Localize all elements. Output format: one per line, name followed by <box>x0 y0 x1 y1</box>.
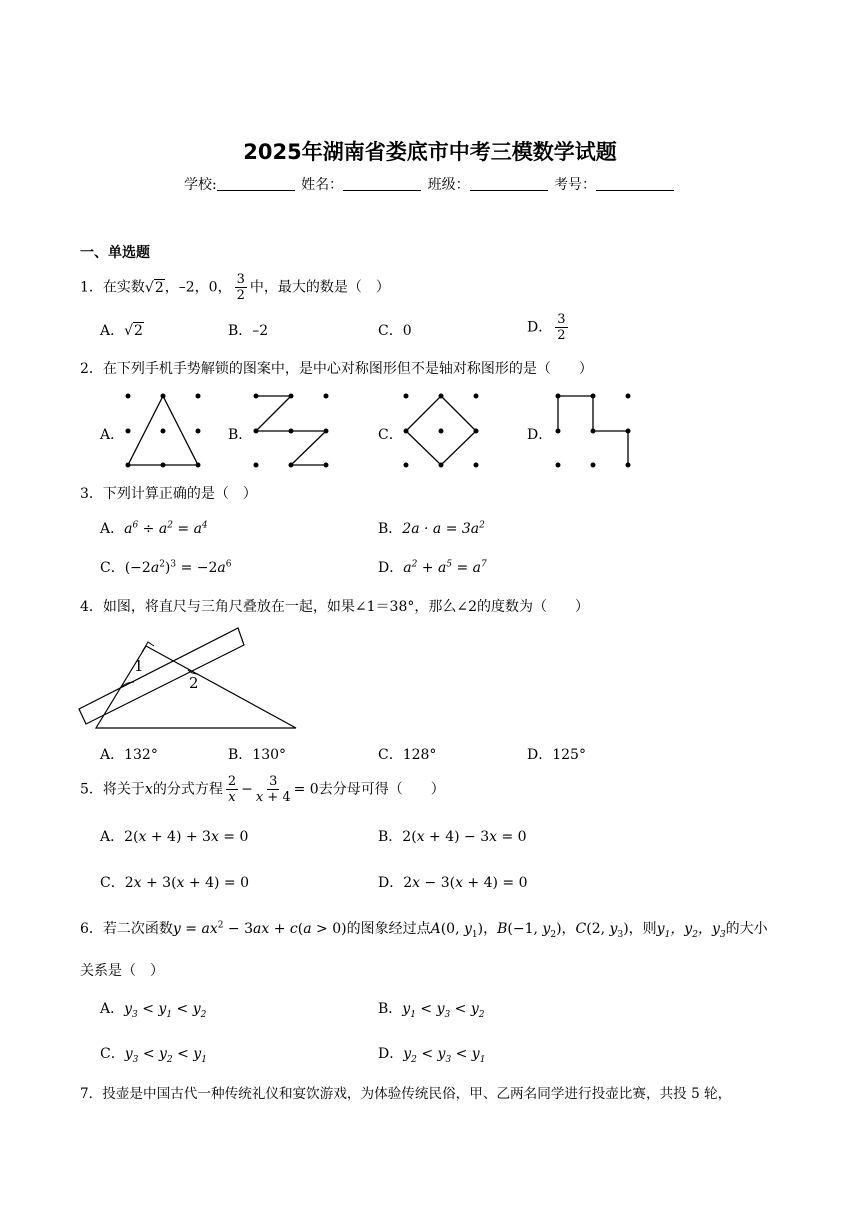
q3-opt-d-label: D． <box>378 560 404 576</box>
q6-points: A(0, $y_1$)，B(−1, $y_2$)，C(2, $y_3$) <box>430 921 629 940</box>
q6-opt-a-expr: $y_3 < y_1 < y_2$ <box>124 1001 207 1020</box>
q6-function: $y = ax^2 - 3ax + c(a > 0)$ <box>172 920 347 937</box>
q1-opt-d-den: 2 <box>557 328 566 343</box>
q4-option-b[interactable]: B．130° <box>228 747 287 763</box>
q1-text-c: 中，最大的数是（ ） <box>249 279 390 296</box>
q5-opt-a-expr: 2(x + 4) + 3x = 0 <box>124 829 249 845</box>
question-5-stem: 5．将关于x的分式方程 $\frac{2}{x}$ − $\frac{3}{x + 4}$ = 0去分母可得（ ） <box>80 774 445 805</box>
q5-text-c: 去分母可得（ ） <box>318 781 445 798</box>
q6-opt-c-expr: $y_3 < y_2 < y_1$ <box>124 1046 207 1065</box>
q1-sqrt-arg: 2 <box>154 279 164 296</box>
q6-option-c[interactable] <box>100 1043 207 1065</box>
question-4-stem: 4．如图，将直尺与三角尺叠放在一起，如果∠1＝38°，那么∠2的度数为（ ） <box>80 599 589 615</box>
q6-option-d[interactable] <box>378 1043 485 1065</box>
question-6-stem <box>80 918 768 940</box>
q5-opt-d-label: D． <box>378 875 404 891</box>
q6-opt-b-expr: $y_1 < y_3 < y_2$ <box>402 1001 485 1020</box>
q4-option-c[interactable]: C．128° <box>378 747 437 763</box>
q2-option-a[interactable]: A． <box>100 427 125 443</box>
q2-option-d[interactable]: D． <box>527 427 553 443</box>
q3-option-b[interactable] <box>378 518 485 538</box>
q6-text-d: 的大小 <box>725 921 768 937</box>
q5-text-a: 5．将关于 <box>80 781 145 798</box>
q1-fraction <box>235 272 247 303</box>
q3-opt-b-expr: $2a \cdot a = 3a^2$ <box>402 520 485 537</box>
q2-pattern-b-figure <box>248 390 338 470</box>
q4-angle-2-label: 2 <box>189 674 199 692</box>
q3-opt-c-expr: $(-2a^2)^3 = -2a^6$ <box>124 559 232 576</box>
exam-number-label: 考号： <box>554 177 597 193</box>
q3-opt-a-expr: $a^6 \div a^2 = a^4$ <box>124 520 208 537</box>
q4-option-d[interactable]: D．125° <box>527 747 586 763</box>
name-label: 姓名： <box>301 177 344 193</box>
q6-option-b[interactable] <box>378 998 485 1020</box>
q5-var: x <box>144 781 153 798</box>
q5-option-b[interactable] <box>378 826 527 846</box>
q3-opt-d-expr: $a^2 + a^5 = a^7$ <box>403 559 487 576</box>
q2-option-c[interactable]: C． <box>378 427 403 443</box>
q5-opt-b-expr: 2(x + 4) − 3x = 0 <box>402 829 527 845</box>
q1-sqrt: √2 <box>144 279 164 296</box>
q6-opt-c-label: C． <box>100 1046 125 1062</box>
q5-frac-1: $\frac{2}{x}$ <box>227 774 237 805</box>
q1-opt-d-fraction <box>555 312 567 343</box>
q1-opt-a-sqrt: √2 <box>124 323 143 339</box>
q1-option-c[interactable]: C．0 <box>378 323 412 339</box>
q1-opt-a-label: A． <box>100 323 125 339</box>
q1-text-a: 在实数 <box>102 279 145 296</box>
q2-option-b[interactable]: B． <box>228 427 253 443</box>
q1-frac-den: 2 <box>236 288 245 303</box>
q5-opt-b-label: B． <box>378 829 403 845</box>
q1-option-b[interactable]: B．–2 <box>228 323 269 339</box>
q6-opt-b-label: B． <box>378 1001 403 1017</box>
q3-opt-b-label: B． <box>378 521 403 537</box>
q5-text-b: 的分式方程 <box>152 781 223 798</box>
q3-opt-c-label: C． <box>100 560 125 576</box>
exam-number-blank <box>596 176 674 191</box>
class-blank <box>470 176 548 191</box>
page-title: 2025年湖南省娄底市中考三模数学试题 <box>243 140 617 164</box>
q1-text-b: ，–2，0， <box>164 279 232 296</box>
class-label: 班级： <box>427 177 470 193</box>
q5-option-a[interactable] <box>100 826 248 846</box>
school-label: 学校: <box>183 177 217 193</box>
q1-frac-num: 3 <box>236 272 245 287</box>
question-1-stem <box>80 272 390 303</box>
q3-opt-a-label: A． <box>100 521 125 537</box>
question-7-stem: 7．投壶是中国古代一种传统礼仪和宴饮游戏，为体验传统民俗，甲、乙两名同学进行投壶比赛，共投 5 轮， <box>80 1086 732 1102</box>
q6-text-a: 6．若二次函数 <box>80 921 173 937</box>
q5-option-d[interactable] <box>378 872 528 892</box>
q5-opt-c-label: C． <box>100 875 125 891</box>
name-blank <box>343 176 421 191</box>
q1-opt-d-num: 3 <box>557 312 566 327</box>
q6-text-b: 的图象经过点 <box>346 921 431 937</box>
q1-option-d[interactable] <box>527 312 571 343</box>
q4-ruler-triangle-figure <box>76 624 306 734</box>
q5-opt-a-label: A． <box>100 829 125 845</box>
q2-pattern-c-figure <box>398 390 488 470</box>
q1-opt-d-label: D． <box>527 319 553 336</box>
question-3-stem: 3．下列计算正确的是（ ） <box>80 486 257 502</box>
q5-opt-d-expr: 2x − 3(x + 4) = 0 <box>403 875 528 891</box>
q2-pattern-d-figure <box>550 390 640 470</box>
q1-number: 1． <box>80 279 103 296</box>
q6-option-a[interactable] <box>100 998 206 1020</box>
section-heading: 一、单选题 <box>80 245 150 261</box>
q1-opt-a-arg: 2 <box>134 323 143 339</box>
student-info-line <box>0 174 860 194</box>
question-6-stem-line2: 关系是（ ） <box>80 963 164 979</box>
q5-opt-c-expr: 2x + 3(x + 4) = 0 <box>124 875 249 891</box>
q5-frac-2: $\frac{3}{x + 4}$ <box>255 774 291 805</box>
q3-option-d[interactable] <box>378 557 487 577</box>
q3-option-c[interactable] <box>100 557 232 577</box>
q5-option-c[interactable] <box>100 872 249 892</box>
q6-text-c: ，则 <box>628 921 657 937</box>
q2-pattern-a-figure <box>120 390 210 470</box>
q6-opt-a-label: A． <box>100 1001 125 1017</box>
q6-vars: $y_1$，$y_2$，$y_3$ <box>656 921 726 940</box>
school-blank <box>217 176 295 191</box>
q6-opt-d-label: D． <box>378 1046 404 1062</box>
q3-option-a[interactable] <box>100 518 208 538</box>
q4-option-a[interactable]: A．132° <box>100 747 158 763</box>
q1-option-a[interactable] <box>100 320 144 340</box>
q6-opt-d-expr: $y_2 < y_3 < y_1$ <box>403 1046 486 1065</box>
q4-angle-1-label: 1 <box>134 657 144 675</box>
question-2-stem: 2．在下列手机手势解锁的图案中，是中心对称图形但不是轴对称图形的是（ ） <box>80 361 593 377</box>
